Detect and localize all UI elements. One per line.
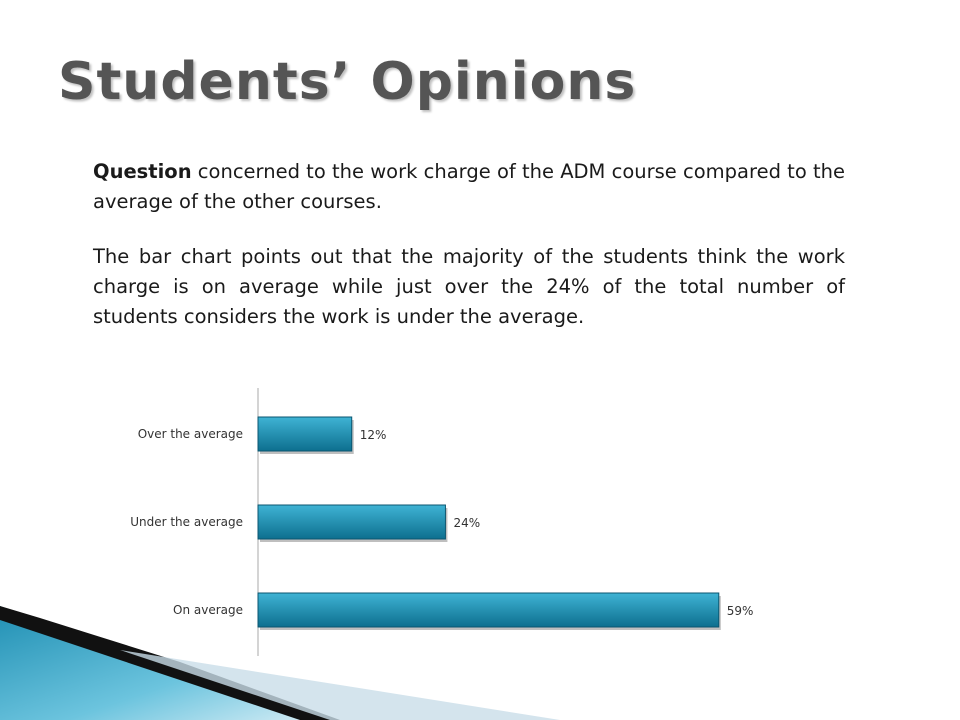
summary-paragraph: The bar chart points out that the majority of the students think the work charge is on average while just over the 24% of the total number of students considers the work is under the average. bbox=[93, 245, 845, 328]
data-label-on-average: 59% bbox=[726, 604, 754, 618]
question-text: concerned to the work charge of the ADM course compared to the average of the other courses. bbox=[93, 160, 845, 213]
data-label-over-the-average: 12% bbox=[359, 428, 387, 442]
slide-title: Students’ Opinions bbox=[58, 52, 637, 112]
question-label: Question bbox=[93, 160, 192, 183]
category-label-on-average: On average bbox=[173, 603, 243, 617]
category-label-over-the-average: Over the average bbox=[137, 427, 243, 441]
category-label-under-the-average: Under the average bbox=[130, 515, 243, 529]
data-label-under-the-average: 24% bbox=[453, 516, 481, 530]
